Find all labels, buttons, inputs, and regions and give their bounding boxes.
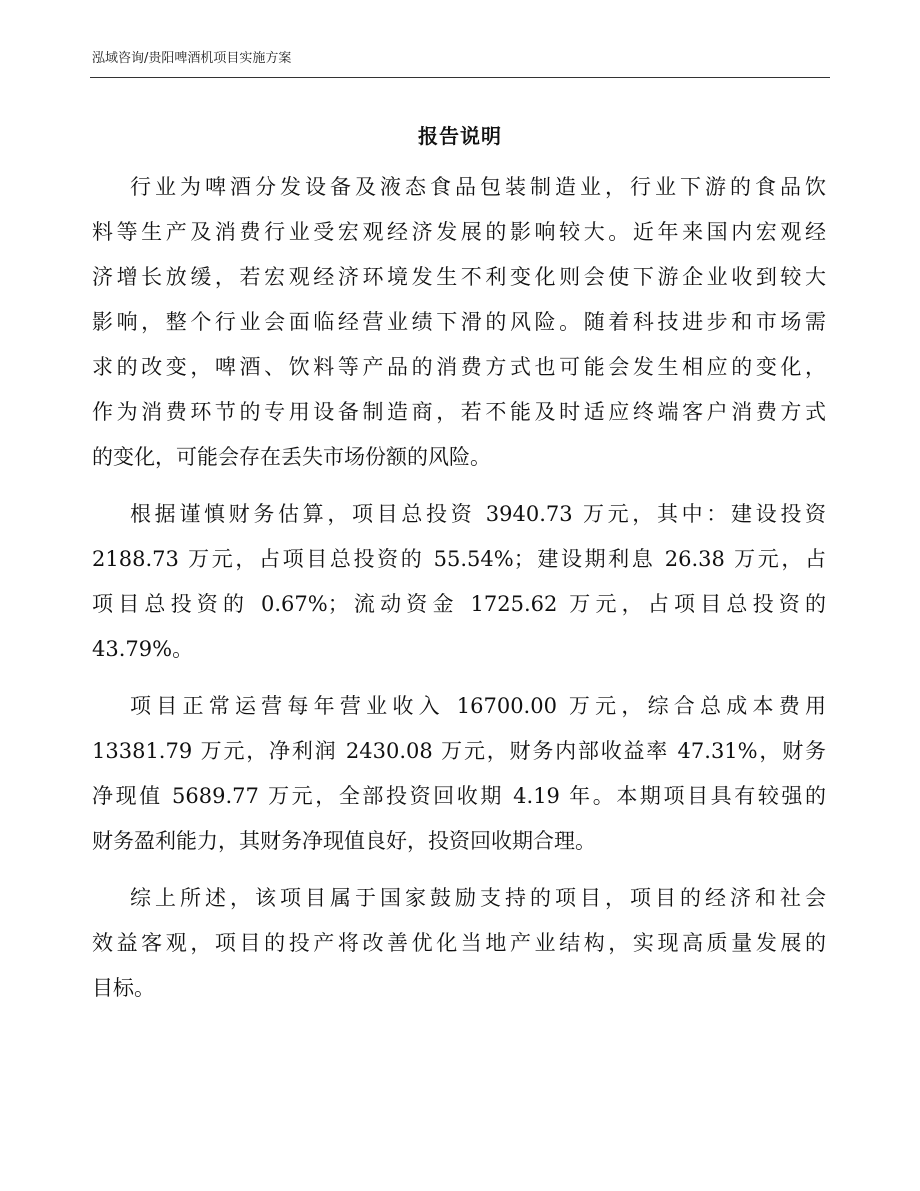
paragraph-risk [92, 165, 826, 480]
paragraph-line: 料等生产及消费行业受宏观经济发展的影响较大。近年来国内宏观经 [92, 220, 826, 244]
paragraph-line: 项目正常运营每年营业收入 16700.00 万元，综合总成本费用 [130, 694, 826, 718]
paragraph-line: 求的改变，啤酒、饮料等产品的消费方式也可能会发生相应的变化， [92, 355, 826, 379]
paragraph-line: 43.79%。 [92, 637, 194, 661]
paragraph-conclusion [92, 876, 826, 1011]
paragraph-line: 项目总投资的 0.67%；流动资金 1725.62 万元，占项目总投资的 [92, 592, 826, 616]
paragraph-line: 的变化，可能会存在丢失市场份额的风险。 [92, 445, 491, 469]
paragraph-line: 目标。 [92, 976, 155, 1000]
paragraph-line: 影响，整个行业会面临经营业绩下滑的风险。随着科技进步和市场需 [92, 310, 826, 334]
document-body [92, 165, 826, 1023]
paragraph-line: 净现值 5689.77 万元，全部投资回收期 4.19 年。本期项目具有较强的 [92, 784, 826, 808]
paragraph-line: 济增长放缓，若宏观经济环境发生不利变化则会使下游企业收到较大 [92, 265, 826, 289]
paragraph-investment [92, 492, 826, 672]
paragraph-revenue [92, 684, 826, 864]
paragraph-line: 13381.79 万元，净利润 2430.08 万元，财务内部收益率 47.31%，财务 [92, 739, 826, 763]
paragraph-line: 财务盈利能力，其财务净现值良好，投资回收期合理。 [92, 829, 596, 853]
paragraph-line: 根据谨慎财务估算，项目总投资 3940.73 万元，其中：建设投资 [130, 502, 826, 526]
paragraph-line: 2188.73 万元，占项目总投资的 55.54%；建设期利息 26.38 万元，占 [92, 547, 826, 571]
header-divider [90, 77, 830, 78]
paragraph-line: 效益客观，项目的投产将改善优化当地产业结构，实现高质量发展的 [92, 931, 826, 955]
paragraph-line: 行业为啤酒分发设备及液态食品包装制造业，行业下游的食品饮 [130, 175, 826, 199]
paragraph-line: 综上所述，该项目属于国家鼓励支持的项目，项目的经济和社会 [130, 886, 826, 910]
paragraph-line: 作为消费环节的专用设备制造商，若不能及时适应终端客户消费方式 [92, 400, 826, 424]
document-header: 泓域咨询/贵阳啤酒机项目实施方案 [92, 51, 292, 66]
page-title: 报告说明 [418, 124, 502, 148]
